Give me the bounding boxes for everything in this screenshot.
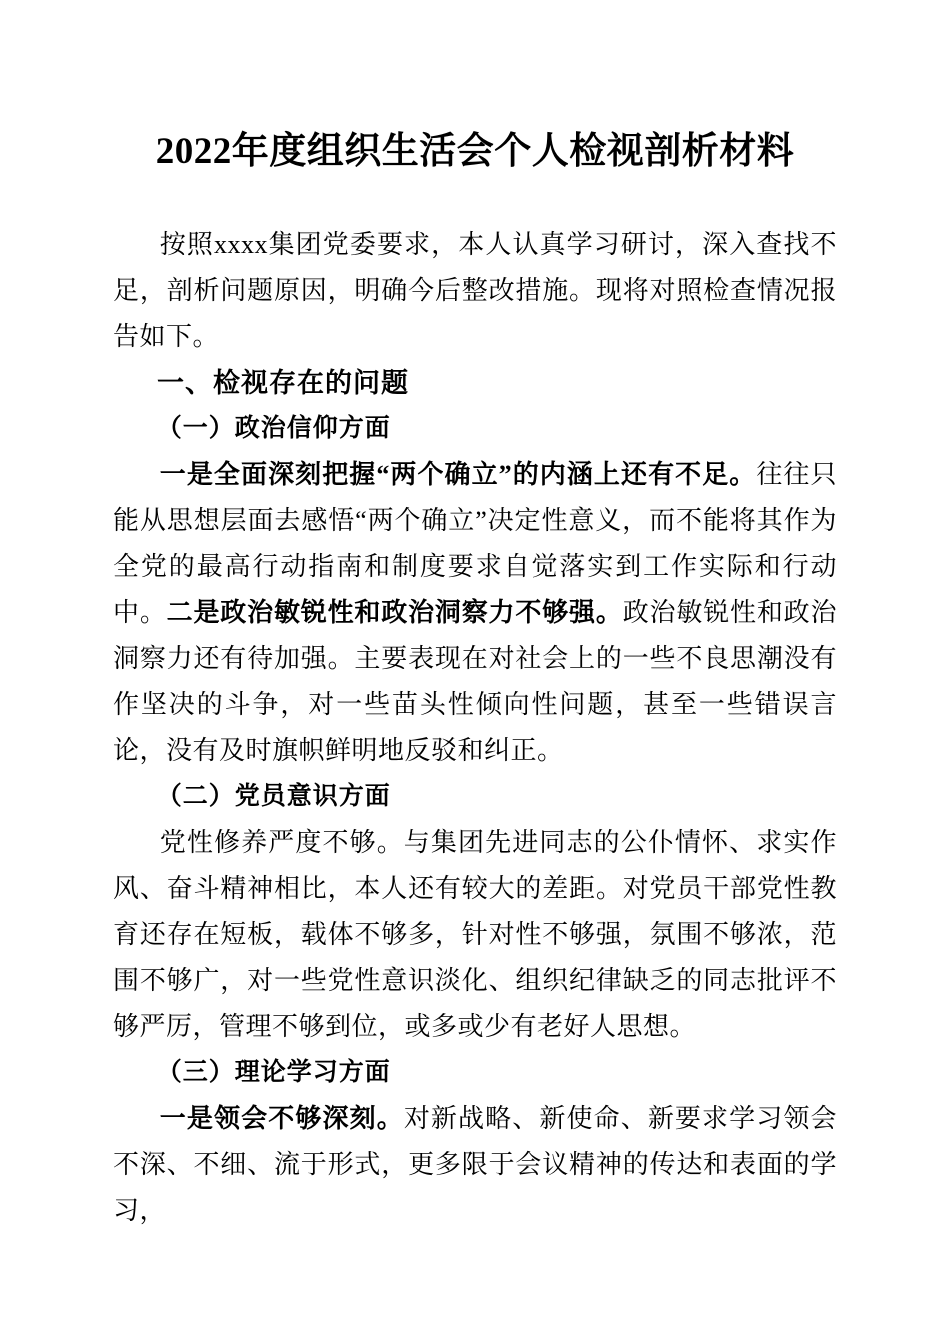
body-paragraph: [113, 452, 837, 774]
document-body: [113, 222, 837, 1234]
text-run: 对新战略、新使命、新要求学习领会不深、不细、流于形式，更多限于会议精神的传达和表面的学习，: [113, 1104, 837, 1225]
text-run: 一、检视存在的问题: [157, 368, 409, 398]
section-heading: [113, 406, 837, 452]
body-paragraph: [113, 222, 837, 360]
text-run: 党性修养严度不够。与集团先进同志的公仆情怀、求实作风、奋斗精神相比，本人还有较大的差距。对党员干部党性教育还存在短板，载体不够多，针对性不够强，氛围不够浓，范围不够广，对一些党性意识淡化、组织纪律缺乏的同志批评不够严厉，管理不够到位，或多或少有老好人思想。: [113, 828, 837, 1041]
document-title: 2022年度组织生活会个人检视剖析材料: [155, 131, 795, 172]
text-run: （三）理论学习方面: [156, 1059, 391, 1086]
text-run: 按照xxxx集团党委要求，本人认真学习研讨，深入查找不足，剖析问题原因，明确今后整改措施。现将对照检查情况报告如下。: [113, 230, 837, 351]
section-heading: [113, 360, 837, 406]
text-run: 一是全面深刻把握“两个确立”的内涵上还有不足。: [159, 460, 757, 489]
body-paragraph: [113, 1096, 837, 1234]
text-run: 一是领会不够深刻。: [159, 1104, 404, 1133]
body-paragraph: [113, 820, 837, 1050]
text-run: 二是政治敏锐性和政治洞察力不够强。: [166, 598, 623, 627]
text-run: （一）政治信仰方面: [156, 415, 391, 442]
text-run: （二）党员意识方面: [156, 783, 391, 810]
text-run: 政治敏锐性和政治洞察力还有待加强。主要表现在对社会上的一些不良思潮没有作坚决的斗争，对一些苗头性倾向性问题，甚至一些错误言论，没有及时旗帜鲜明地反驳和纠正。: [113, 598, 837, 765]
text-run: 往往只能从思想层面去感悟“两个确立”决定性意义，而不能将其作为全党的最高行动指南和制度要求自觉落实到工作实际和行动中。: [113, 460, 837, 627]
section-heading: [113, 1050, 837, 1096]
section-heading: [113, 774, 837, 820]
